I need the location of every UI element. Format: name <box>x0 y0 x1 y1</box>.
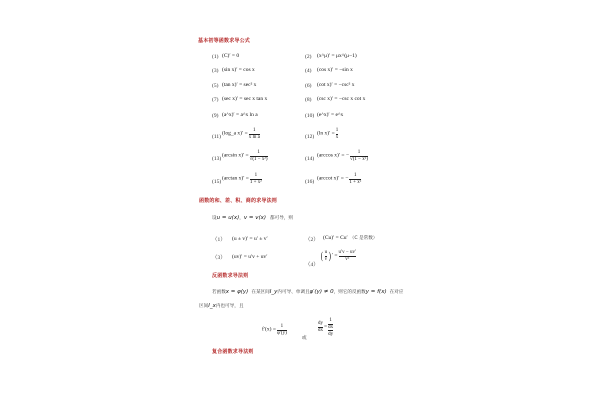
derivative-formula: (arccot x)′ = − $\frac{1}{\text{1 + x²}}$ <box>317 173 362 185</box>
formula-number: (11) <box>212 134 221 140</box>
rule-quotient: ( $\frac{u}{v}$ )′ = $\frac{u'v - uv'}{\text{v²}}$ <box>320 249 357 262</box>
inverse-text-line-1: 若函数x = φ(y) 在某区间I_y内可导、单调且φ′(y) ≠ 0，则它的反函数y = f(x) 在对应 <box>212 289 404 295</box>
derivative-formula: (arctan x)′ = $\frac{1}{\text{1 + x²}}$ <box>222 173 262 185</box>
formula-number: (5) <box>212 83 219 89</box>
formula-number: (7) <box>212 97 219 103</box>
derivative-formula: (arccos x)′ = − $\frac{1}{\text{√(1 − x²)}}$ <box>317 150 368 162</box>
formula-number: (8) <box>305 97 312 103</box>
derivative-formula: (ln x)′ = $\frac{1}{x}$ <box>317 128 339 140</box>
derivative-formula: (cos x)′ = −sin x <box>317 67 353 73</box>
section-heading-inverse: 反函数求导法则 <box>212 273 249 279</box>
section-heading-composite: 复合函数求导法则 <box>212 349 254 355</box>
formula-number: (10) <box>305 113 315 119</box>
inverse-formula-prime: f′(x) = $\frac{1}{\varphi'(y)}$ <box>262 324 287 336</box>
derivative-formula: (log_a x)′ = $\frac{1}{\text{x ln a}}$ <box>222 128 260 140</box>
derivative-formula: (csc x)′ = −csc x cot x <box>317 96 366 102</box>
formula-number: (16) <box>305 179 315 185</box>
formula-number: (13) <box>212 156 222 162</box>
derivative-formula: (cot x)′ = −csc² x <box>317 82 355 88</box>
formula-number: (14) <box>305 156 315 162</box>
section-heading-basic-derivatives: 基本初等函数求导公式 <box>198 38 251 44</box>
derivative-formula: (sin x)′ = cos x <box>222 67 255 73</box>
formula-number: (3) <box>212 68 219 74</box>
rule-number-2: （2） <box>305 237 319 243</box>
derivative-formula: (arcsin x)′ = $\frac{1}{\text{√(1 − x²)}}$ <box>222 150 268 162</box>
rule-constant-multiple: (Cu)′ = Cu′ （C 是常数） <box>323 235 378 241</box>
rule-number-1: （1） <box>212 237 226 243</box>
rule-number-3: （3） <box>212 255 226 261</box>
rule-number-4: （4） <box>305 262 319 268</box>
rules-intro: 设u = u(x)，v = v(x) 都可导，则 <box>212 215 293 221</box>
rule-product: (uv)′ = u′v + uv′ <box>232 254 268 260</box>
derivative-formula: (a^x)′ = a^x ln a <box>222 112 258 118</box>
derivative-formula: (e^x)′ = e^x <box>317 112 344 118</box>
formula-number: (4) <box>305 68 312 74</box>
formula-number: (2) <box>305 54 312 60</box>
or-text: 或 <box>302 336 307 341</box>
inverse-formula-leibniz: $\frac{dy}{dx}$ = $\frac{1}{\frac{dx}{dy}}$ <box>318 318 334 337</box>
formula-number: (15) <box>212 179 222 185</box>
formula-number: (1) <box>212 54 219 60</box>
formula-number: (6) <box>305 83 312 89</box>
rule-sum-difference: (u ± v)′ = u′ ± v′ <box>232 236 268 242</box>
derivative-formula: (sec x)′ = sec x tan x <box>222 96 268 102</box>
derivative-formula: (tan x)′ = sec² x <box>222 82 257 88</box>
formula-number: (12) <box>305 134 315 140</box>
derivative-formula: (x^μ)′ = μx^(μ−1) <box>317 53 357 59</box>
section-heading-arith-rules: 函数的和、差、积、商的求导法则 <box>199 198 278 204</box>
formula-number: (9) <box>212 113 219 119</box>
derivative-formula: (C)′ = 0 <box>222 53 240 59</box>
inverse-text-line-2: 区间I_x内也可导，且 <box>199 303 244 309</box>
